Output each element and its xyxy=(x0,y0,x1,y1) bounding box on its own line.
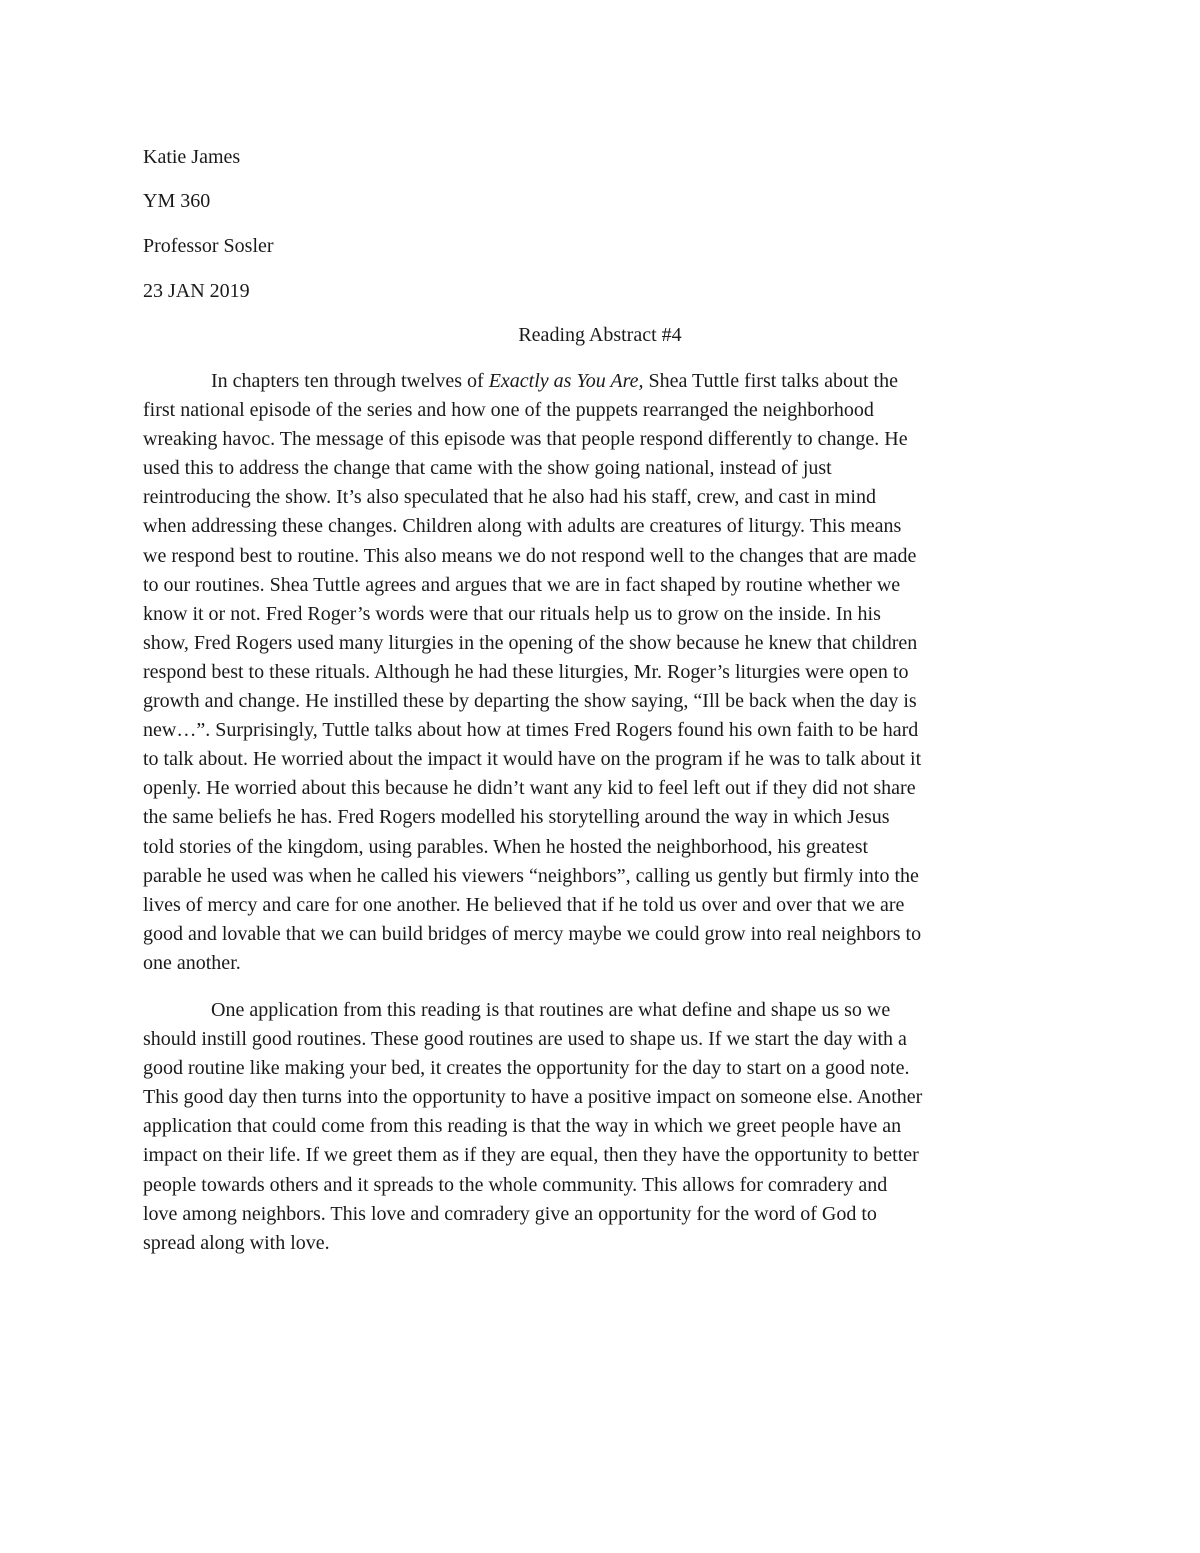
paragraph-2-line: application that could come from this reading is that the way in which we greet people have an xyxy=(143,1115,902,1138)
paragraph-1-line: one another. xyxy=(143,951,241,974)
book-title: Exactly as You Are, xyxy=(488,370,644,392)
paragraph-1-lead-continuation: Shea Tuttle first talks about the xyxy=(643,370,898,392)
paragraph-1-line: new…”. Surprisingly, Tuttle talks about how at times Fred Rogers found his own faith to be hard xyxy=(143,719,919,742)
paragraph-2-line: impact on their life. If we greet them as if they are equal, then they have the opportunity to better xyxy=(143,1144,919,1167)
paragraph-1-line: growth and change. He instilled these by departing the show saying, “Ill be back when the day is xyxy=(143,690,917,713)
paragraph-1-line xyxy=(143,367,1063,396)
date: 23 JAN 2019 xyxy=(143,280,250,302)
paragraph-1-line: parable he used was when he called his viewers “neighbors”, calling us gently but firmly into the xyxy=(143,864,919,887)
paragraph-1-line: to talk about. He worried about the impact it would have on the program if he was to talk about it xyxy=(143,748,922,771)
paragraph-1-line: show, Fred Rogers used many liturgies in the opening of the show because he knew that children xyxy=(143,631,918,654)
paragraph-1-line: told stories of the kingdom, using parables. When he hosted the neighborhood, his greatest xyxy=(143,835,869,858)
paragraph-2-line: One application from this reading is that routines are what define and shape us so we xyxy=(211,999,891,1021)
paragraph-1 xyxy=(143,367,1063,978)
paragraph-1-line: good and lovable that we can build bridges of mercy maybe we could grow into real neighbors to xyxy=(143,922,922,945)
paragraph-1-line: we respond best to routine. This also means we do not respond well to the changes that are made xyxy=(143,544,917,567)
paragraph-1-line: when addressing these changes. Children along with adults are creatures of liturgy. This means xyxy=(143,515,902,538)
paragraph-1-line: respond best to these rituals. Although he had these liturgies, Mr. Roger’s liturgies were open to xyxy=(143,660,909,683)
course-code: YM 360 xyxy=(143,190,211,212)
paragraph-2-line: This good day then turns into the opportunity to have a positive impact on someone else. Another xyxy=(143,1086,923,1109)
paragraph-1-line: used this to address the change that came with the show going national, instead of just xyxy=(143,457,832,480)
page-title: Reading Abstract #4 xyxy=(518,324,682,346)
paragraph-2-line: people towards others and it spreads to the whole community. This allows for comradery and xyxy=(143,1173,888,1196)
paragraph-1-line: openly. He worried about this because he didn’t want any kid to feel left out if they did not share xyxy=(143,777,916,800)
paragraph-1-lead-text: In chapters ten through twelves of xyxy=(211,370,489,392)
paragraph-1-line: wreaking havoc. The message of this episode was that people respond differently to change. He xyxy=(143,428,908,451)
paragraph-1-line: the same beliefs he has. Fred Rogers modelled his storytelling around the way in which Jesus xyxy=(143,806,890,829)
paragraph-1-line: lives of mercy and care for one another. He believed that if he told us over and over that we are xyxy=(143,893,905,916)
paragraph-2-line: good routine like making your bed, it creates the opportunity for the day to start on a good note. xyxy=(143,1057,910,1080)
paragraph-2-line: spread along with love. xyxy=(143,1231,330,1254)
paragraph-1-line: to our routines. Shea Tuttle agrees and argues that we are in fact shaped by routine whether we xyxy=(143,573,901,596)
paragraph-1-line: reintroducing the show. It’s also speculated that he also had his staff, crew, and cast in mind xyxy=(143,486,876,509)
paragraph-1-line: first national episode of the series and how one of the puppets rearranged the neighborhood xyxy=(143,399,874,422)
professor-name: Professor Sosler xyxy=(143,235,274,257)
paragraph-1-line: know it or not. Fred Roger’s words were that our rituals help us to grow on the inside. In his xyxy=(143,602,881,625)
author-name: Katie James xyxy=(143,146,241,168)
paragraph-2 xyxy=(143,996,1063,1258)
paragraph-2-line: should instill good routines. These good routines are used to shape us. If we start the day with a xyxy=(143,1028,907,1051)
paragraph-2-line: love among neighbors. This love and comradery give an opportunity for the word of God to xyxy=(143,1202,877,1225)
